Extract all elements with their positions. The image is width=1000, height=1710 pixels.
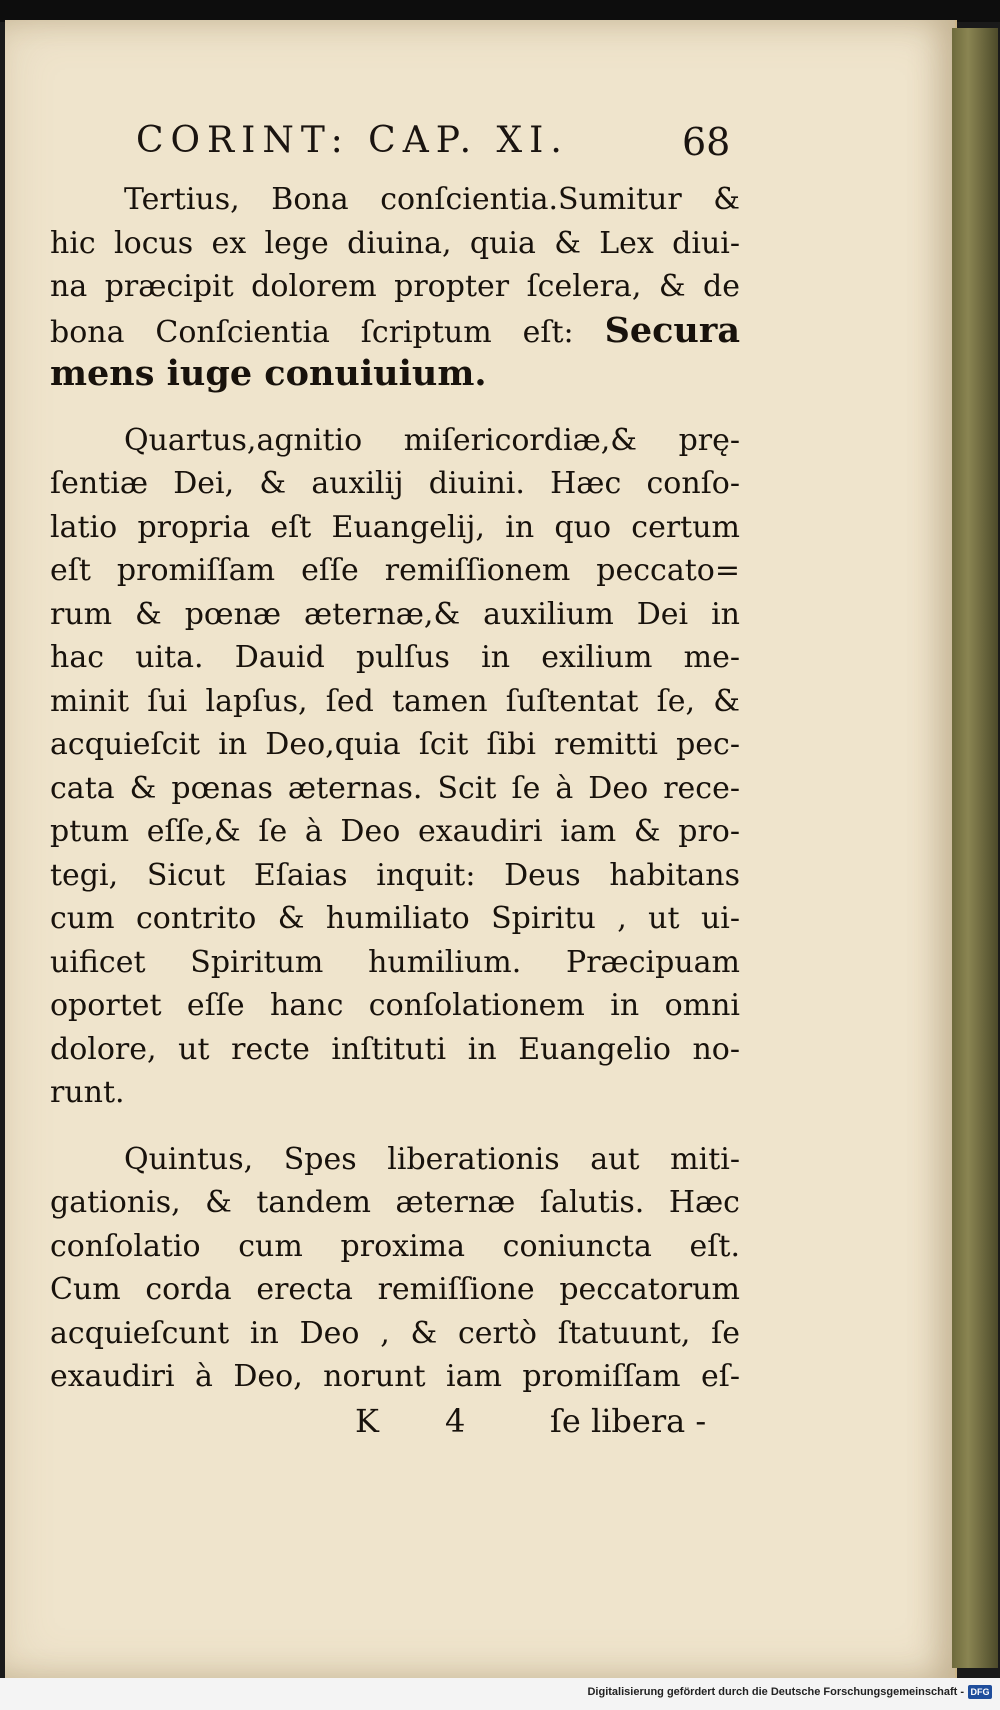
text-line: Quintus, Spes liberationis aut miti- (124, 1141, 740, 1177)
signature-number: 4 (445, 1402, 466, 1440)
funding-credit: Digitalisierung gefördert durch die Deutsche Forschungsgemeinschaft - (587, 1686, 964, 1698)
text-line: runt. (50, 1075, 125, 1110)
text-line: exaudiri à Deo, norunt iam promiſſam eſ- (50, 1359, 740, 1394)
signature-mark: K (355, 1402, 379, 1440)
text-line: hic locus ex lege diuina, quia & Lex diui- (50, 225, 740, 261)
text-fragment: bona Conſcientia ſcriptum eſt: (50, 314, 605, 350)
book-edge (952, 28, 998, 1668)
text-line (50, 352, 740, 396)
text-line: latio propria eſt Euangelij, in quo certum (50, 509, 740, 545)
text-line: acquieſcit in Deo,quia ſcit ſibi remitti pec- (50, 727, 740, 762)
text-line: uificet Spiritum humilium. Præcipuam (50, 944, 740, 980)
text-line: acquieſcunt in Deo , & certò ſtatuunt, ſe (50, 1315, 740, 1351)
dfg-logo-icon: DFG (968, 1685, 992, 1699)
paragraph-gap (50, 1115, 740, 1138)
quotation-text: mens iuge conuiuium. (50, 353, 487, 394)
text-line: gationis, & tandem æternæ ſalutis. Hæc (50, 1185, 740, 1220)
text-line: ſentiæ Dei, & auxilij diuini. Hæc conſo- (50, 466, 740, 501)
text-line (50, 309, 740, 353)
text-line: conſolatio cum proxima coniuncta eſt. (50, 1228, 740, 1264)
text-line: ptum eſſe,& ſe à Deo exaudiri iam & pro- (50, 814, 740, 849)
running-head: CORINT: CAP. XI. (136, 120, 569, 161)
text-line: Cum corda erecta remiſſione peccatorum (50, 1272, 740, 1307)
text-line: Tertius, Bona conſcientia.Sumitur & (124, 182, 740, 217)
text-line: Quartus,agnitio miſericordiæ,& prę- (124, 422, 740, 458)
text-line: eſt promiſſam eſſe remiſſionem peccato= (50, 553, 740, 588)
paragraph-gap (50, 396, 740, 419)
page-number: 68 (682, 120, 731, 164)
main-text (50, 178, 740, 1399)
text-line: cata & pœnas æternas. Scit ſe à Deo rece- (50, 770, 740, 806)
text-line: minit ſui lapſus, ſed tamen ſuſtentat ſe, & (50, 683, 740, 719)
text-line: cum contrito & humiliato Spiritu , ut ui- (50, 901, 740, 936)
scan-top-border (0, 0, 1000, 22)
text-line: dolore, ut recte inſtituti in Euangelio no- (50, 1031, 740, 1067)
catchword: ſe libera - (550, 1402, 707, 1440)
quotation-text: Secura (604, 309, 740, 351)
text-line: hac uita. Dauid pulſus in exilium me- (50, 640, 740, 675)
text-line: rum & pœnæ æternæ,& auxilium Dei in (50, 596, 740, 632)
text-line: tegi, Sicut Eſaias inquit: Deus habitans (50, 857, 740, 893)
text-line: oportet eſſe hanc conſolationem in omni (50, 988, 740, 1023)
text-line: na præcipit dolorem propter ſcelera, & de (50, 269, 740, 304)
footer-bar (0, 1678, 1000, 1710)
